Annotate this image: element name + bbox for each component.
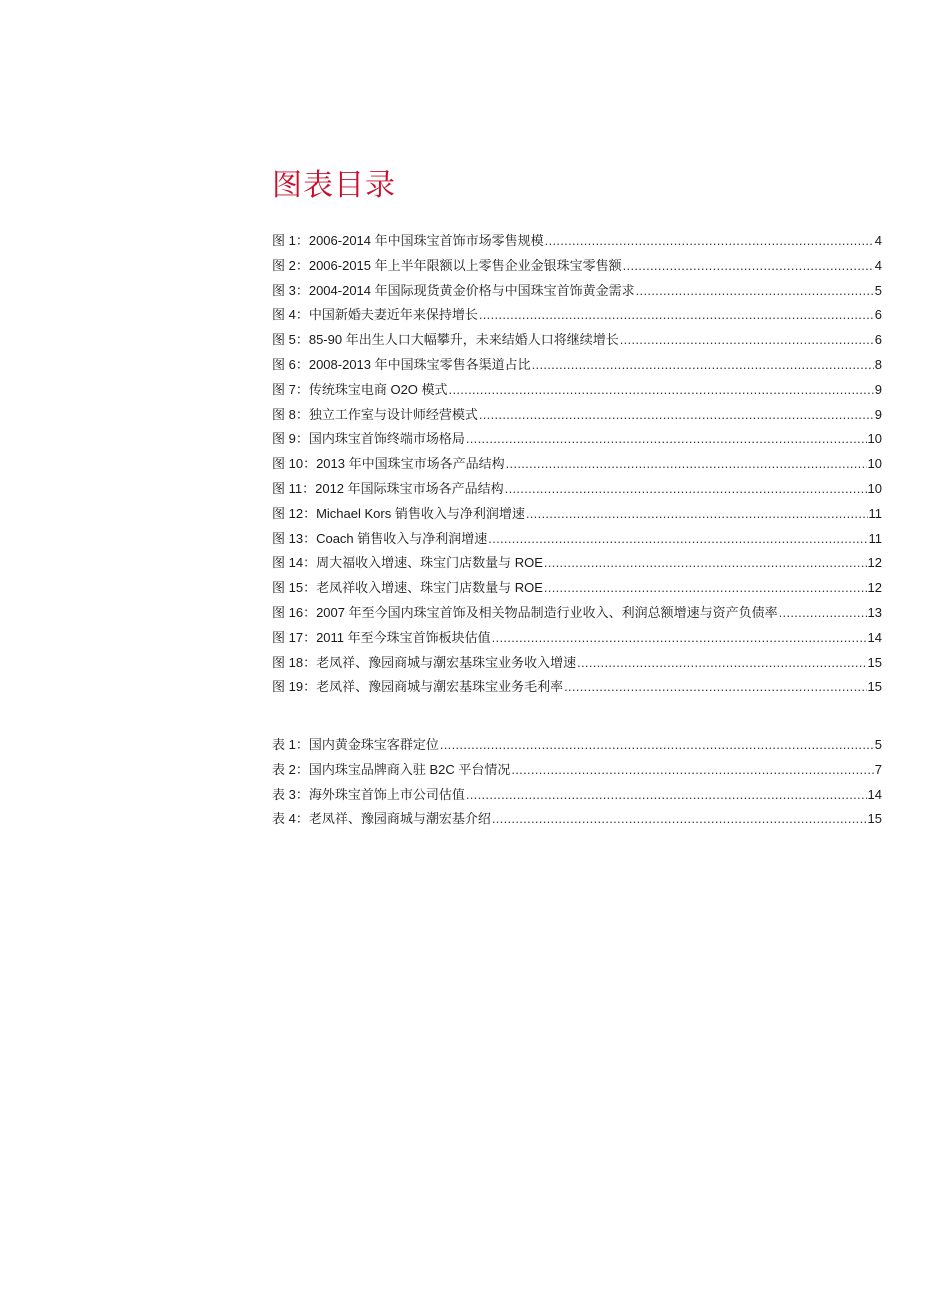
entry-page-number: 11 [868,530,882,546]
dot-leader [511,758,873,783]
dot-leader [466,427,867,452]
dot-leader [449,378,874,403]
entry-label: 图 19： [272,679,317,695]
figure-entry[interactable] [272,576,882,601]
table-list [272,733,882,832]
dot-leader [623,254,874,279]
table-entry[interactable] [272,758,882,783]
table-entry[interactable] [272,733,882,758]
entry-page-number: 15 [867,679,882,695]
dot-leader [577,651,866,676]
entry-page-number: 10 [867,480,882,496]
dot-leader [440,733,874,758]
entry-label: 图 5： [272,332,309,348]
entry-page-number: 9 [874,406,882,422]
entry-title: 老凤祥、豫园商城与潮宏基珠宝业务收入增速 [316,654,577,670]
entry-label: 图 8： [272,406,309,422]
entry-page-number: 8 [874,356,882,372]
entry-title: 国内珠宝品牌商入驻 B2C 平台情况 [308,761,511,777]
table-entry[interactable] [272,783,882,808]
figure-entry[interactable] [272,626,882,651]
entry-title: 传统珠宝电商 O2O 模式 [308,381,448,397]
page-title: 图表目录 [272,168,396,203]
dot-leader [479,403,874,428]
entry-label: 图 2： [272,257,309,273]
entry-page-number: 6 [874,332,882,348]
dot-leader [506,452,867,477]
dot-leader [544,551,867,576]
figure-entry[interactable] [272,651,882,676]
dot-leader [492,626,867,651]
entry-label: 图 12： [272,505,317,521]
entry-page-number: 5 [874,282,882,298]
entry-page-number: 5 [874,737,882,752]
figure-entry[interactable] [272,502,882,527]
entry-title: 2006-2015 年上半年限额以上零售企业金银珠宝零售额 [308,257,622,273]
dot-leader [505,477,867,502]
figure-entry[interactable] [272,254,882,279]
entry-label: 图 17： [272,629,317,645]
entry-title: Michael Kors 销售收入与净利润增速 [316,505,525,521]
entry-title: 国内珠宝首饰终端市场格局 [308,431,465,447]
entry-title: 中国新婚夫妻近年来保持增长 [308,307,478,323]
dot-leader [532,353,874,378]
figure-entry[interactable] [272,551,882,576]
entry-label: 图 7： [272,381,309,397]
entry-title: 老凤祥、豫园商城与潮宏基珠宝业务毛利率 [316,679,564,695]
dot-leader [620,328,874,353]
entry-page-number: 6 [874,307,882,323]
figure-list [272,229,882,700]
entry-label: 图 16： [272,604,317,620]
figure-entry[interactable] [272,427,882,452]
entry-label: 图 10： [272,456,317,472]
figure-entry[interactable] [272,675,882,700]
entry-label: 图 6： [272,356,309,372]
entry-page-number: 4 [874,233,882,248]
entry-title: Coach 销售收入与净利润增速 [316,530,488,546]
entry-title: 85-90 年出生人口大幅攀升，未来结婚人口将继续增长 [308,332,619,348]
dot-leader [564,675,866,700]
entry-label: 图 11： [272,480,316,496]
entry-title: 独立工作室与设计师经营模式 [308,406,478,422]
entry-label: 图 3： [272,282,309,298]
table-entry[interactable] [272,807,882,832]
entry-page-number: 9 [874,381,882,397]
figure-entry[interactable] [272,229,882,254]
entry-title: 2008-2013 年中国珠宝零售各渠道占比 [308,356,531,372]
entry-label: 表 3： [272,786,309,802]
dot-leader [545,229,874,254]
entry-title: 2006-2014 年中国珠宝首饰市场零售规模 [308,233,544,248]
entry-label: 表 2： [272,761,309,777]
figure-entry[interactable] [272,279,882,304]
entry-page-number: 12 [867,580,882,596]
dot-leader [466,783,867,808]
dot-leader [779,601,867,626]
figure-entry[interactable] [272,601,882,626]
entry-title: 2013 年中国珠宝市场各产品结构 [316,456,505,472]
figure-entry[interactable] [272,477,882,502]
dot-leader [479,303,874,328]
figure-entry[interactable] [272,303,882,328]
dot-leader [488,527,867,552]
entry-label: 图 1： [272,233,309,248]
entry-title: 国内黄金珠宝客群定位 [308,737,439,752]
figure-entry[interactable] [272,403,882,428]
entry-label: 图 14： [272,555,317,571]
entry-page-number: 10 [867,456,882,472]
entry-title: 2007 年至今国内珠宝首饰及相关物品制造行业收入、利润总额增速与资产负债率 [316,604,778,620]
figure-entry[interactable] [272,378,882,403]
dot-leader [492,807,867,832]
entry-label: 图 9： [272,431,309,447]
entry-page-number: 7 [874,761,882,777]
dot-leader [544,576,867,601]
entry-page-number: 14 [867,629,882,645]
entry-title: 2004-2014 年国际现货黄金价格与中国珠宝首饰黄金需求 [308,282,635,298]
figure-entry[interactable] [272,353,882,378]
entry-title: 周大福收入增速、珠宝门店数量与 ROE [316,555,543,571]
entry-page-number: 15 [867,811,882,827]
entry-page-number: 14 [867,786,882,802]
entry-title: 2011 年至今珠宝首饰板块估值 [316,629,491,645]
entry-page-number: 12 [867,555,882,571]
entry-label: 图 4： [272,307,309,323]
entry-title: 老凤祥收入增速、珠宝门店数量与 ROE [316,580,543,596]
entry-page-number: 15 [867,654,882,670]
entry-page-number: 10 [867,431,882,447]
entry-label: 表 4： [272,811,309,827]
entry-label: 图 18： [272,654,317,670]
entry-label: 表 1： [272,737,309,752]
dot-leader [526,502,868,527]
entry-title: 海外珠宝首饰上市公司估值 [308,786,465,802]
entry-page-number: 4 [874,257,882,273]
figure-entry[interactable] [272,452,882,477]
entry-label: 图 13： [272,530,317,546]
dot-leader [636,279,874,304]
entry-title: 2012 年国际珠宝市场各产品结构 [315,480,504,496]
entry-title: 老凤祥、豫园商城与潮宏基介绍 [308,811,491,827]
entry-label: 图 15： [272,580,317,596]
entry-page-number: 13 [867,604,882,620]
entry-page-number: 11 [868,505,882,521]
figure-entry[interactable] [272,328,882,353]
figure-entry[interactable] [272,527,882,552]
